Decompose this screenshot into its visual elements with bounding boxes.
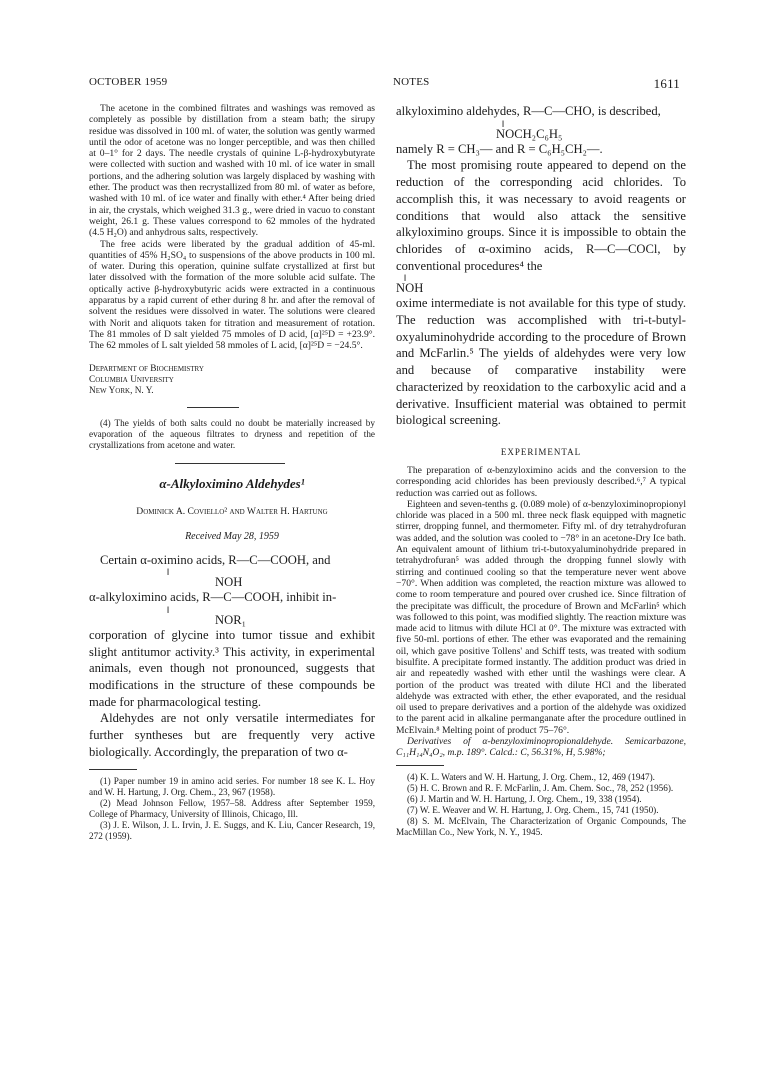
body-line: Certain α-oximino acids, R—C—COOH, and <box>100 552 331 567</box>
double-bond-symbol: ‖ <box>167 604 170 615</box>
formula-substituent: NOH <box>215 575 243 590</box>
affiliation-university: Columbia University <box>89 374 174 385</box>
double-bond-symbol: ‖ <box>404 273 407 284</box>
formula-substituent: NOR₁ <box>215 612 246 627</box>
body-line: α-alkyloximino acids, R—C—COOH, inhibit in- <box>89 590 337 605</box>
double-bond-symbol: ‖ <box>502 118 505 129</box>
footnote: (3) J. E. Wilson, J. L. Irvin, J. E. Suggs, and K. Liu, Cancer Research, 19, 272 (1959). <box>89 819 375 841</box>
affiliation-block <box>89 364 375 397</box>
formula-substituent: NOCH₂C₆H₅ <box>496 126 563 141</box>
footnote: (5) H. C. Brown and R. F. McFarlin, J. Am. Chem. Soc., 78, 252 (1956). <box>407 782 674 793</box>
body-paragraph: The acetone in the combined filtrates and washings was removed as completely as possible by distillation from a steam bath; the sirupy residue was dissolved in 100 ml. of water, the solution was gently warmed until the odor of acetone was no longer perceptible, and was then chilled at 0–1° for 2 days. The needle crystals of quinine L-β-hydroxybutyrate were collected with suction and washed with 10 ml. of ice water in small portions, and the adhering solution was largely displaced by washing with ether. The product was then recrystallized from 80 ml. of water as before, washed with 10 ml. of ice water and finally with ether.⁴ After being dried in air, the crystals, which weighed 31.3 g., were dried in vacuo to constant weight, 26.1 g. These values correspond to 62 mmoles of the hydrated (4.5 H₂O) and anhydrous salts, respectively. <box>89 103 375 239</box>
footnote-rule <box>89 769 137 770</box>
page-number: 1611 <box>653 76 680 91</box>
received-date: Received May 28, 1959 <box>185 530 279 542</box>
body-paragraph: corporation of glycine into tumor tissue and exhibit slight antitumor activity.³ This activity, in experimental animals, even though not pronounced, suggests that modifications in the structure of these compounds be made for pharmacological testing. <box>89 627 375 709</box>
body-paragraph: The free acids were liberated by the gradual addition of 45-ml. quantities of 45% H₂SO₄ to suspensions of the above products in 100 ml. of water. During this operation, quinine sulfate crystallized at first but later dissolved with the formation of the more soluble acid sulfate. The optically active β-hydroxybutyric acids were extracted in a continuous apparatus by a rapid current of ether during 8 hr. and after the removal of solvent the residues were dissolved in water. The solutions were cleared with Norit and aliquots taken for titration and measurement of rotation. The 81 mmoles of D salt yielded 75 mmoles of D acid, [α]²⁵D = +23.9°. The 62 mmoles of L salt yielded 58 mmoles of L acid, [α]²⁵D = −24.5°. <box>89 238 375 352</box>
body-paragraph <box>396 736 686 759</box>
body-line: alkyloximino aldehydes, R—C—CHO, is described, <box>396 104 661 118</box>
footnote: (4) The yields of both salts could no doubt be materially increased by evaporation of the aqueous filtrates to dryness and repetition of the crystallizations from acetone and water. <box>89 417 375 450</box>
footnote: (8) S. M. McElvain, The Characterization of Organic Compounds, The MacMillan Co., New York, N. Y., 1945. <box>396 815 686 837</box>
body-paragraph: The preparation of α-benzyloximino acids and the conversion to the corresponding acid chlorides has been previously described.⁶,⁷ A typical reduction was carried out as follows. <box>396 464 686 499</box>
article-title: α-Alkyloximino Aldehydes¹ <box>159 475 305 491</box>
body-paragraph: Eighteen and seven-tenths g. (0.089 mole) of α-benzyloximinopropionyl chloride was placed in a 500 ml. three neck flask equipped with magnetic stirrer, dropping funnel, and thermometer. Fifty ml. of dry tetrahydrofuran was added, and the solution was cooled to −78° in an acetone-Dry Ice bath. An equivalent amount of lithium tri-t-butoxyaluminohydride prepared in tetrahydrofuran⁵ was added through the dropping funnel slowly with stirring and continued cooling so that the temperature never went above −70°. When addition was completed, the reaction mixture was allowed to come to room temperature and poured over crushed ice. Since filtration of the precipitate was difficult, the procedure of Brown and McFarlin⁵ which was followed to this point, was modified slightly. The reaction mixture was made acid to litmus with dilute HCl at 0°. The mixture was extracted with five 50-ml. portions of ether. The ether was evaporated and the remaining oil, which gave positive Tollens' and Schiff tests, was treated with sodium bisulfite. A precipitate formed instantly. The addition product was dried in air and repeatedly washed with ether until the washings were clear. A portion of the product was treated with dilute HCl and the liberated aldehyde was extracted with ether, the ether evaporated, and the residual oil used to prepare derivatives and a portion of the aldehyde was oxidized to the parent acid in alkaline permanganate after the procedure outlined in McElvain.⁸ Melting point of product 75–76°. <box>396 498 686 736</box>
right-column <box>396 103 686 838</box>
running-header-section: NOTES <box>393 76 430 88</box>
affiliation-department: Department of Biochemistry <box>89 363 204 374</box>
derivatives-paragraph: Derivatives of α-benzyloximinopropionaldehyde. Semicarbazone, C₁₁H₁₄N₄O₂, m.p. 189°. Calcd.: C, 56.31%, H, 5.98%; <box>396 736 686 759</box>
footnote: (2) Mead Johnson Fellow, 1957–58. Address after September 1959, College of Pharmacy, University of Illinois, Chicago, Ill. <box>89 797 375 819</box>
body-paragraph: Aldehydes are not only versatile intermediates for further syntheses but are frequently very active biologically. Accordingly, the preparation of two α- <box>89 711 375 759</box>
footnote: (6) J. Martin and W. H. Hartung, J. Org. Chem., 19, 338 (1954). <box>407 793 642 804</box>
body-line: namely R = CH₃— and R = C₆H₅CH₂—. <box>396 141 603 156</box>
divider-rule <box>187 407 239 408</box>
double-bond-symbol: ‖ <box>167 567 170 578</box>
article-authors: Dominick A. Coviello² and Walter H. Hartung <box>136 505 328 517</box>
affiliation-city: New York, N. Y. <box>89 385 154 396</box>
left-column <box>89 103 375 842</box>
footnote: (7) W. E. Weaver and W. H. Hartung, J. Org. Chem., 15, 741 (1950). <box>407 804 659 815</box>
running-header-date: OCTOBER 1959 <box>89 76 168 88</box>
formula-substituent: NOH <box>396 281 424 296</box>
body-paragraph: oxime intermediate is not available for this type of study. The reduction was accomplished with tri-t-butyl-oxyaluminohydride according to the procedure of Brown and McFarlin.⁵ The yields of aldehydes were very low and because of comparative instability were characterized by reoxidation to the carboxylic acid and a derivative. Insufficient material was obtained to permit biological screening. <box>396 296 686 428</box>
body-paragraph: The most promising route appeared to depend on the reduction of the corresponding acid chlorides. To accomplish this, it was necessary to avoid reagents or conditions that would also attack the sensitive alkyloximino groups. Since it is impossible to obtain the chlorides of α-oximino acids, R—C—COCl, by conventional procedures⁴ the <box>396 158 686 273</box>
section-heading: EXPERIMENTAL <box>500 446 582 457</box>
footnote: (1) Paper number 19 in amino acid series. For number 18 see K. L. Hoy and W. H. Hartung, J. Org. Chem., 23, 967 (1958). <box>89 775 375 797</box>
article-divider <box>175 463 285 464</box>
footnote-rule <box>396 765 444 766</box>
footnote: (4) K. L. Waters and W. H. Hartung, J. Org. Chem., 12, 469 (1947). <box>407 771 655 782</box>
